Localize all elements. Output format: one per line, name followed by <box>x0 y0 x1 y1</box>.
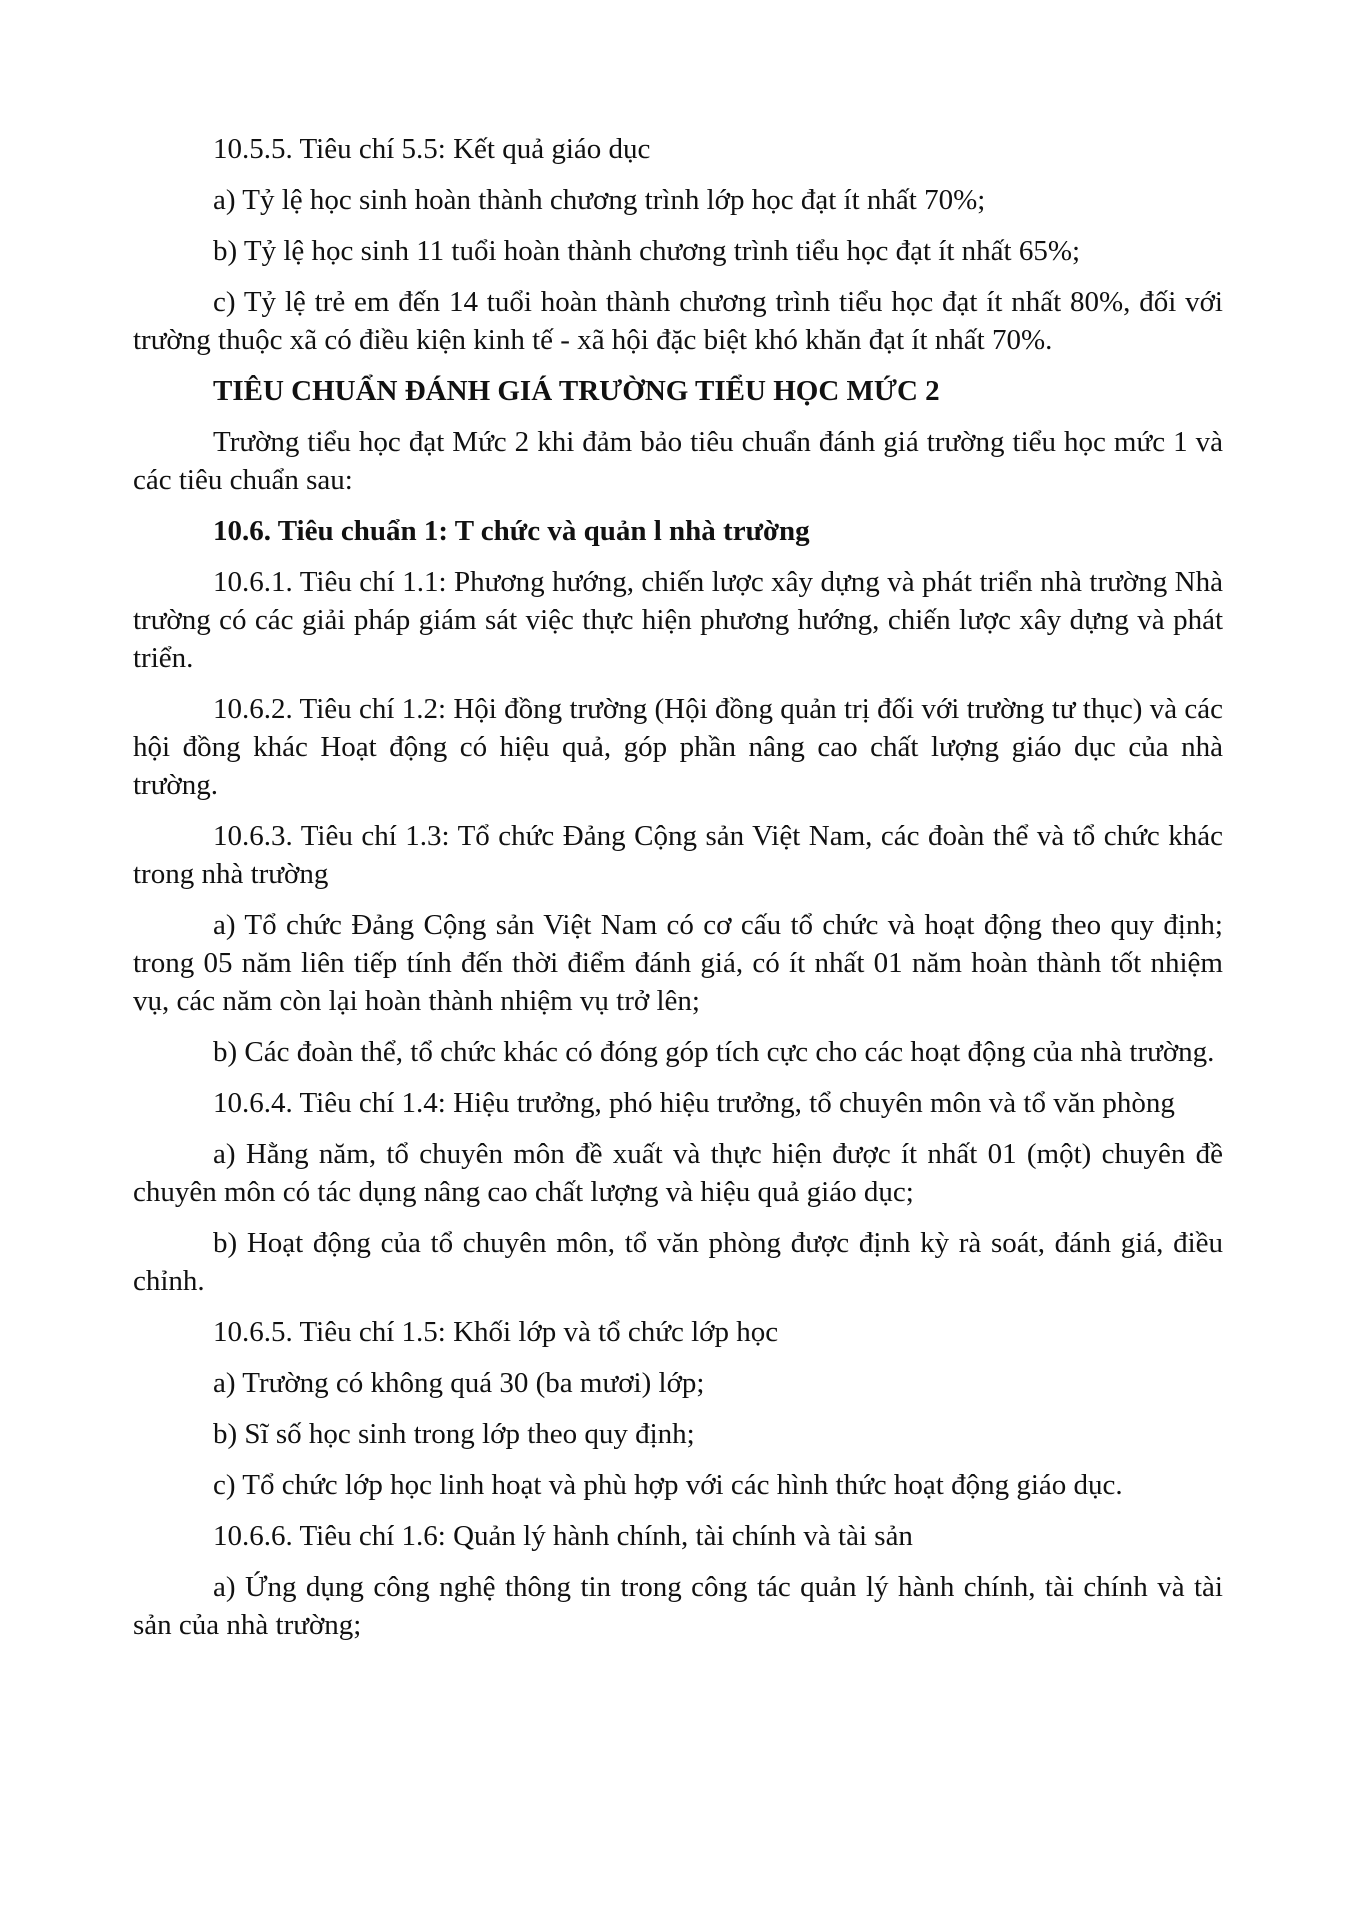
criterion-item: b) Hoạt động của tổ chuyên môn, tổ văn phòng được định kỳ rà soát, đánh giá, điều chỉnh. <box>133 1227 1223 1297</box>
criterion-item: a) Hằng năm, tổ chuyên môn đề xuất và thực hiện được ít nhất 01 (một) chuyên đề chuyên môn có tác dụng nâng cao chất lượng và hiệu quả giáo dục; <box>133 1138 1223 1208</box>
criterion-item: c) Tỷ lệ trẻ em đến 14 tuổi hoàn thành chương trình tiểu học đạt ít nhất 80%, đối với trường thuộc xã có điều kiện kinh tế - xã hội đặc biệt khó khăn đạt ít nhất 70%. <box>133 286 1223 356</box>
criterion-item: b) Các đoàn thể, tổ chức khác có đóng góp tích cực cho các hoạt động của nhà trường. <box>213 1036 1215 1068</box>
criterion-item: a) Ứng dụng công nghệ thông tin trong công tác quản lý hành chính, tài chính và tài sản của nhà trường; <box>133 1571 1223 1641</box>
criterion-item: b) Tỷ lệ học sinh 11 tuổi hoàn thành chương trình tiểu học đạt ít nhất 65%; <box>213 235 1081 267</box>
section-title: TIÊU CHUẨN ĐÁNH GIÁ TRƯỜNG TIỂU HỌC MỨC 2 <box>213 375 940 407</box>
criterion-item: a) Trường có không quá 30 (ba mươi) lớp; <box>213 1367 705 1399</box>
document-page <box>133 130 1223 1657</box>
criterion-heading: 10.6.6. Tiêu chí 1.6: Quản lý hành chính, tài chính và tài sản <box>213 1520 913 1552</box>
criterion-heading: 10.6.1. Tiêu chí 1.1: Phương hướng, chiến lược xây dựng và phát triển nhà trường Nhà trường có các giải pháp giám sát việc thực hiện phương hướng, chiến lược xây dựng và phát triển. <box>133 566 1223 674</box>
criterion-heading: 10.6.2. Tiêu chí 1.2: Hội đồng trường (Hội đồng quản trị đối với trường tư thục) và các hội đồng khác Hoạt động có hiệu quả, góp phần nâng cao chất lượng giáo dục của nhà trường. <box>133 693 1223 801</box>
criterion-item: c) Tổ chức lớp học linh hoạt và phù hợp với các hình thức hoạt động giáo dục. <box>213 1469 1123 1501</box>
criterion-heading: 10.6.5. Tiêu chí 1.5: Khối lớp và tổ chức lớp học <box>213 1316 779 1348</box>
standard-heading: 10.6. Tiêu chuẩn 1: T chức và quản l nhà trường <box>213 515 810 547</box>
criterion-heading: 10.5.5. Tiêu chí 5.5: Kết quả giáo dục <box>213 133 651 165</box>
criterion-item: a) Tổ chức Đảng Cộng sản Việt Nam có cơ cấu tổ chức và hoạt động theo quy định; trong 05 năm liên tiếp tính đến thời điểm đánh giá, có ít nhất 01 năm hoàn thành tốt nhiệm vụ, các năm còn lại hoàn thành nhiệm vụ trở lên; <box>133 909 1223 1017</box>
criterion-heading: 10.6.4. Tiêu chí 1.4: Hiệu trưởng, phó hiệu trưởng, tổ chuyên môn và tổ văn phòng <box>213 1087 1175 1119</box>
criterion-item: b) Sĩ số học sinh trong lớp theo quy định; <box>213 1418 695 1450</box>
criterion-item: a) Tỷ lệ học sinh hoàn thành chương trình lớp học đạt ít nhất 70%; <box>213 184 986 216</box>
section-intro: Trường tiểu học đạt Mức 2 khi đảm bảo tiêu chuẩn đánh giá trường tiểu học mức 1 và các tiêu chuẩn sau: <box>133 426 1223 496</box>
criterion-heading: 10.6.3. Tiêu chí 1.3: Tổ chức Đảng Cộng sản Việt Nam, các đoàn thể và tổ chức khác trong nhà trường <box>133 820 1223 890</box>
